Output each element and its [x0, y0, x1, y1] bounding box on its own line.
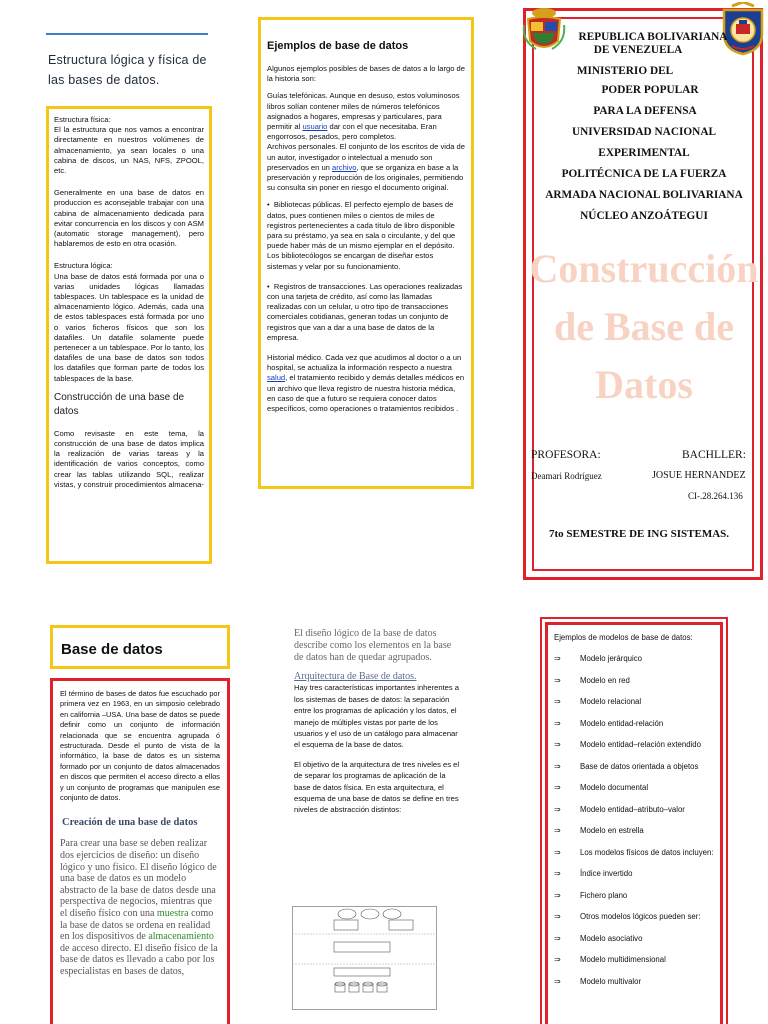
ejemplos-title: Ejemplos de base de datos — [267, 40, 409, 52]
muestra-link[interactable]: muestra — [156, 908, 189, 920]
almacenamiento-link[interactable]: almacenamiento — [148, 931, 214, 943]
construccion-paragraph: Como revisaste en este tema, la construcción de una base de datos implica la realización de varias tareas y la identificación de varios conceptos, como crear las tablas utilizando SQL, realizar vistas, y construir procedimientos almacena- — [54, 428, 204, 489]
cover-line-9: ARMADA NACIONAL BOLIVARIANA — [545, 189, 743, 201]
cover-line-7: EXPERIMENTAL — [598, 147, 690, 159]
transacciones-text: Registros de transacciones. Las operaciones realizadas con una tarjeta de crédito, así como las llamadas realizadas con un celular, u otro tipo de transacciones comerciales cotidianas, generan todas un conjunto de registros que van a dar a una base de datos de la empresa. — [267, 281, 463, 342]
archivo-link[interactable]: archivo — [332, 162, 357, 172]
panel1-title: Estructura lógica y física de las bases de datos. — [48, 53, 207, 87]
cover-line-8: POLITÉCNICA DE LA FUERZA — [561, 168, 727, 180]
historial-paragraph — [267, 353, 465, 414]
bibliotecas-text: Bibliotecas públicas. El perfecto ejemplo de bases de datos, pues contienen miles o cientos de miles de registros pertenecientes a cada título de libro disponible para su préstamo, ya sea en sala o circulante, y del que puede haber más de un mismo ejemplar en el depósito. Los bibliotecólogos se encargan de diseñar estos sistemas y velar por su funcionamiento. — [267, 200, 456, 271]
bachiller-name: JOSUE HERNANDEZ — [652, 470, 746, 481]
modelos-list — [554, 654, 714, 987]
arrow-icon: ⇒ — [554, 804, 561, 814]
list-item — [554, 805, 714, 815]
modelo-label: Índice invertido — [580, 869, 633, 878]
list-item — [554, 848, 714, 858]
bibliotecas-item: • Bibliotecas públicas. El perfecto ejemplo de bases de datos, pues contienen miles o cientos de miles de registros pertenecientes a cada título de libro disponible para su préstamo, ya sea en sala o circulante, y del que puede haber más de un mismo ejemplar en el depósito. Los bibliotecólogos se encargan de diseñar estos sistemas y velar por su funcionamiento. — [267, 200, 456, 271]
arrow-icon: ⇒ — [554, 697, 561, 706]
list-item — [554, 676, 714, 686]
logica-paragraph: Una base de datos está formada por una o varias unidades lógicas llamadas tablespaces. Un tablespace es la unidad de almacenamiento lógico. Además, cada una de estos tablespaces está formada por uno o varios ficheros físicos que son los datafiles. Un datafile solamente puede pertenecer a un tablespace. Por lo tanto, los datafiles de una base de datos son todos los datafiles que forman parte de todos los tablespaces de la base. — [54, 271, 204, 383]
list-item — [554, 740, 714, 750]
title-rule — [46, 33, 208, 35]
profesora-name: Deamari Rodríguez — [531, 471, 602, 481]
base-de-datos-box — [50, 678, 230, 1024]
modelo-label: Modelo en red — [580, 675, 630, 685]
objetivo-paragraph: El objetivo de la arquitectura de tres niveles es el de separar los programas de aplicación de la base de datos física. En esta arquitectura, el esquema de una base de datos se define en tres niveles de abstracción distintos: — [294, 759, 460, 815]
creacion-text-mid: como la base de datos se ordena en realidad en los dispositivos de — [60, 908, 214, 943]
cover-line-2: DE VENEZUELA — [593, 44, 683, 56]
arquitectura-paragraph: Hay tres características importantes inherentes a los sistemas de bases de datos: la separación entre los programas de aplicación y los datos, el manejo de múltiples vistas por parte de los usuarios y el uso de un catálogo para almacenar el esquema de la base de datos. — [294, 683, 460, 750]
definicion-paragraph: El término de bases de datos fue escuchado por primera vez en 1963, en un simposio celebrado en california –USA. Una base de datos se puede definir como un conjunto de información relacionada que se encuentra agrupada ó estructurada. Desde el punto de vista de la informático, la base de datos es un sistema formado por un conjunto de datos almacenados en discos que permiten el acceso directo a ellos y un conjunto de programas que manipulen ese conjunto de datos. — [60, 689, 220, 803]
estructura-fisica-section — [54, 115, 204, 384]
transacciones-item: • Registros de transacciones. Las operaciones realizadas con una tarjeta de crédito, así como las llamadas realizadas con un celular, u otro tipo de transacciones comerciales cotidianas, generan todas un conjunto de registros que van a dar a una base de datos de la empresa. — [267, 281, 463, 342]
modelo-label: Modelo asociativo — [580, 933, 643, 943]
modelo-label: Los modelos físicos de datos incluyen: — [580, 847, 714, 857]
creacion-text: Para crear una base se deben realizar dos ejercicios de diseño: un diseño lógico y uno físico. El diseño lógico de una base de datos es un modelo abstracto de la base de datos desde una perspectiva de negocios, mientras que el diseño físico con una — [60, 838, 217, 920]
modelo-label: Otros modelos lógicos pueden ser: — [580, 912, 701, 921]
list-item — [554, 762, 714, 772]
guias-text-end: dar con el que necesitaba. Eran engorrosos, pesados, pero completos. — [267, 122, 437, 142]
creacion-paragraph — [60, 838, 220, 977]
historial-text: Historial médico. Cada vez que acudimos al doctor o a un hospital, se actualiza la información respecto a nuestra — [267, 353, 462, 373]
modelo-label: Modelo en estrella — [580, 826, 644, 835]
profesora-label: PROFESORA: — [531, 449, 601, 461]
arrow-icon: ⇒ — [554, 847, 561, 857]
creacion-text-end: de acceso directo. El diseño físico de la base de datos es llevado a cabo por los especialistas en bases de datos, — [60, 942, 218, 977]
creacion-heading: Creación de una base de datos — [62, 817, 198, 829]
modelo-label: Modelo relacional — [580, 697, 642, 706]
modelo-label: Modelo jerárquico — [580, 654, 642, 663]
ejemplos-box — [258, 17, 474, 489]
cover-line-10: NÚCLEO ANZOÁTEGUI — [580, 210, 708, 222]
logica-heading: Estructura lógica: — [54, 261, 113, 271]
list-item — [554, 955, 714, 965]
ejemplos-intro: Algunos ejemplos posibles de bases de datos a lo largo de la historia son: — [267, 64, 465, 84]
arrow-icon: ⇒ — [554, 890, 561, 900]
list-item — [554, 697, 714, 707]
fisica-heading: Estructura física: — [54, 115, 111, 124]
arrow-icon: ⇒ — [554, 955, 561, 964]
cedula: CI-.28.264.136 — [688, 491, 743, 501]
three-level-architecture-diagram — [292, 906, 437, 1010]
list-item — [554, 912, 714, 922]
construccion-heading: Construcción de una base de datos — [54, 391, 185, 417]
list-item — [554, 826, 714, 836]
cover-line-6: UNIVERSIDAD NACIONAL — [571, 126, 717, 138]
guias-text: Guías telefónicas. Aunque en desuso, estos voluminosos libros solían contener miles de números telefónicos asignados a hogares, empresas y particulares, para permitir al — [267, 91, 460, 132]
arrow-icon: ⇒ — [554, 761, 561, 771]
salud-link[interactable]: salud — [267, 373, 286, 383]
modelo-label: Modelo multivalor — [580, 976, 642, 986]
arrow-icon: ⇒ — [554, 718, 561, 728]
historial-text-end: , el tratamiento recibido y demás detalles médicos en un archivo que lleva registro de nuestra historia médica, en caso de que a futuro se requiera conocer datos específicos, como operaciones o tratamientos recibidos . — [267, 373, 465, 414]
arrow-icon: ⇒ — [554, 869, 561, 878]
modelo-label: Modelo entidad-relación — [580, 718, 664, 728]
arquitectura-heading[interactable]: Arquitectura de Base de datos. — [294, 671, 417, 683]
list-item — [554, 654, 714, 664]
estructura-box — [46, 106, 212, 564]
archivos-text: Archivos personales. El conjunto de los escritos de vida de un autor, investigador o intelectual a menudo son preservados en un — [267, 142, 465, 172]
arrow-icon: ⇒ — [554, 976, 561, 986]
arrow-icon: ⇒ — [554, 783, 561, 792]
modelos-title: Ejemplos de modelos de base de datos: — [554, 633, 693, 642]
arrow-icon: ⇒ — [554, 912, 561, 921]
list-item — [554, 891, 714, 901]
fisica-paragraph-1: El la estructura que nos vamos a encontrar directamente en nuestros volúmenes de almacenamiento, ya sean locales o una cabina de discos, un NAS, NFS, ZPOOL, etc. — [54, 125, 204, 176]
semestre: 7to SEMESTRE DE ING SISTEMAS. — [549, 528, 730, 540]
modelo-label: Fichero plano — [580, 890, 628, 900]
cover-line-1: REPUBLICA BOLIVARIANA — [578, 31, 728, 43]
diseno-logico-paragraph: El diseño lógico de la base de datos describe como los elementos en la base de datos han de quedar agrupados. — [294, 628, 452, 663]
list-item — [554, 719, 714, 729]
cover-line-4: PODER POPULAR — [601, 84, 699, 96]
arrow-icon: ⇒ — [554, 933, 561, 943]
arrow-icon: ⇒ — [554, 654, 561, 663]
base-de-datos-heading: Base de datos — [50, 625, 230, 669]
cover-watermark-title: Construcción de Base de Datos — [529, 246, 759, 407]
bachiller-label: BACHLLER: — [682, 449, 746, 461]
list-item — [554, 934, 714, 944]
arrow-icon: ⇒ — [554, 826, 561, 835]
modelos-box — [545, 622, 723, 1024]
modelo-label: Modelo entidad–relación extendido — [580, 740, 701, 749]
archivos-text-end: , que se organiza en base a la preservación y reproducción de los originales, permitiendo su consulta sin poner en riesgo el documento original. — [267, 162, 464, 193]
list-item — [554, 783, 714, 793]
arrow-icon: ⇒ — [554, 675, 561, 685]
guias-paragraph — [267, 91, 465, 142]
usuario-link[interactable]: usuario — [302, 122, 328, 132]
modelo-label: Modelo documental — [580, 783, 649, 792]
modelo-label: Modelo multidimensional — [580, 955, 666, 964]
cover-line-3: MINISTERIO DEL — [576, 65, 674, 77]
archivos-paragraph — [267, 142, 465, 193]
fisica-paragraph-2: Generalmente en una base de datos en produccion es aconsejable trabajar con una cabina de almacenamiento dedicada para evitar concurrencia en los discos y con ASM (automatic storage management), pero hablaremos de esto en otra ocasión. — [54, 188, 204, 249]
modelo-label: Base de datos orientada a objetos — [580, 761, 699, 771]
list-item — [554, 869, 714, 879]
list-item — [554, 977, 714, 987]
cover-line-5: PARA LA DEFENSA — [593, 105, 697, 117]
modelo-label: Modelo entidad–atributo–valor — [580, 804, 685, 814]
arrow-icon: ⇒ — [554, 740, 561, 749]
arquitectura-column — [294, 628, 460, 816]
